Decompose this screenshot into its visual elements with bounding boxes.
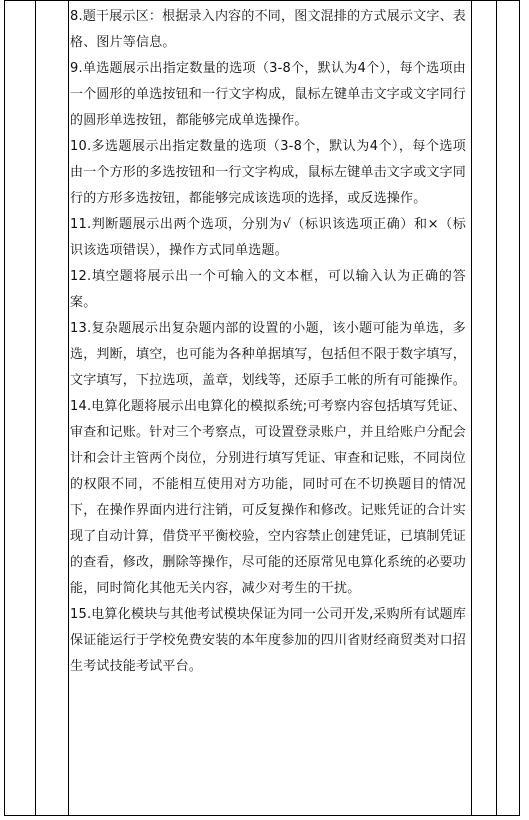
requirements-cell	[68, 4, 466, 680]
requirement-item-8: 8.题干展示区：根据录入内容的不同，图文混排的方式展示文字、表格、图片等信息。	[70, 9, 466, 50]
table-column-divider	[496, 1, 497, 815]
requirement-item-13: 13.复杂题展示出复杂题内部的设置的小题，该小题可能为单选，多选，判断，填空，也可能为各种单据填写，包括但不限于数字填写，文字填写，下拉选项，盖章，划线等，还原手工帐的所有可能操作。	[70, 321, 467, 388]
requirement-item-10: 10.多选题展示出指定数量的选项（3-8个，默认为4个），每个选项由一个方形的多选按钮和一行文字构成，鼠标左键单击文字或文字同行的方形多选按钮，都能够完成该选项的选择，或反选操作。	[70, 139, 467, 206]
requirement-item-15: 15.电算化模块与其他考试模块保证为同一公司开发,采购所有试题库保证能运行于学校免费安装的本年度参加的四川省财经商贸类对口招生考试技能考试平台。	[70, 607, 467, 674]
requirement-item-12: 12.填空题将展示出一个可输入的文本框，可以输入认为正确的答案。	[70, 269, 466, 310]
table-column-divider	[471, 1, 472, 815]
requirement-item-11: 11.判断题展示出两个选项，分别为√（标识该选项正确）和×（标识该选项错误），操作方式同单选题。	[70, 217, 466, 258]
requirement-item-9: 9.单选题展示出指定数量的选项（3-8个，默认为4个），每个选项由一个圆形的单选按钮和一行文字构成，鼠标左键单击文字或文字同行的圆形单选按钮，都能够完成单选操作。	[70, 61, 467, 128]
table-column-divider	[35, 1, 36, 815]
requirement-item-14: 14.电算化题将展示出电算化的模拟系统;可考察内容包括填写凭证、审查和记账。针对三个考察点，可设置登录账户，并且给账户分配会计和会计主管两个岗位，分别进行填写凭证、审查和记账，不同岗位的权限不同，不能相互使用对方功能，同时可在不切换题目的情况下，在操作界面内进行注销，可反复操作和修改。记账凭证的合计实现了自动计算，借贷平平衡校验，空内容禁止创建凭证，已填制凭证的查看，修改，删除等操作，尽可能的还原常见电算化系统的必要功能，同时简化其他无关内容，减少对考生的干扰。	[70, 399, 467, 596]
